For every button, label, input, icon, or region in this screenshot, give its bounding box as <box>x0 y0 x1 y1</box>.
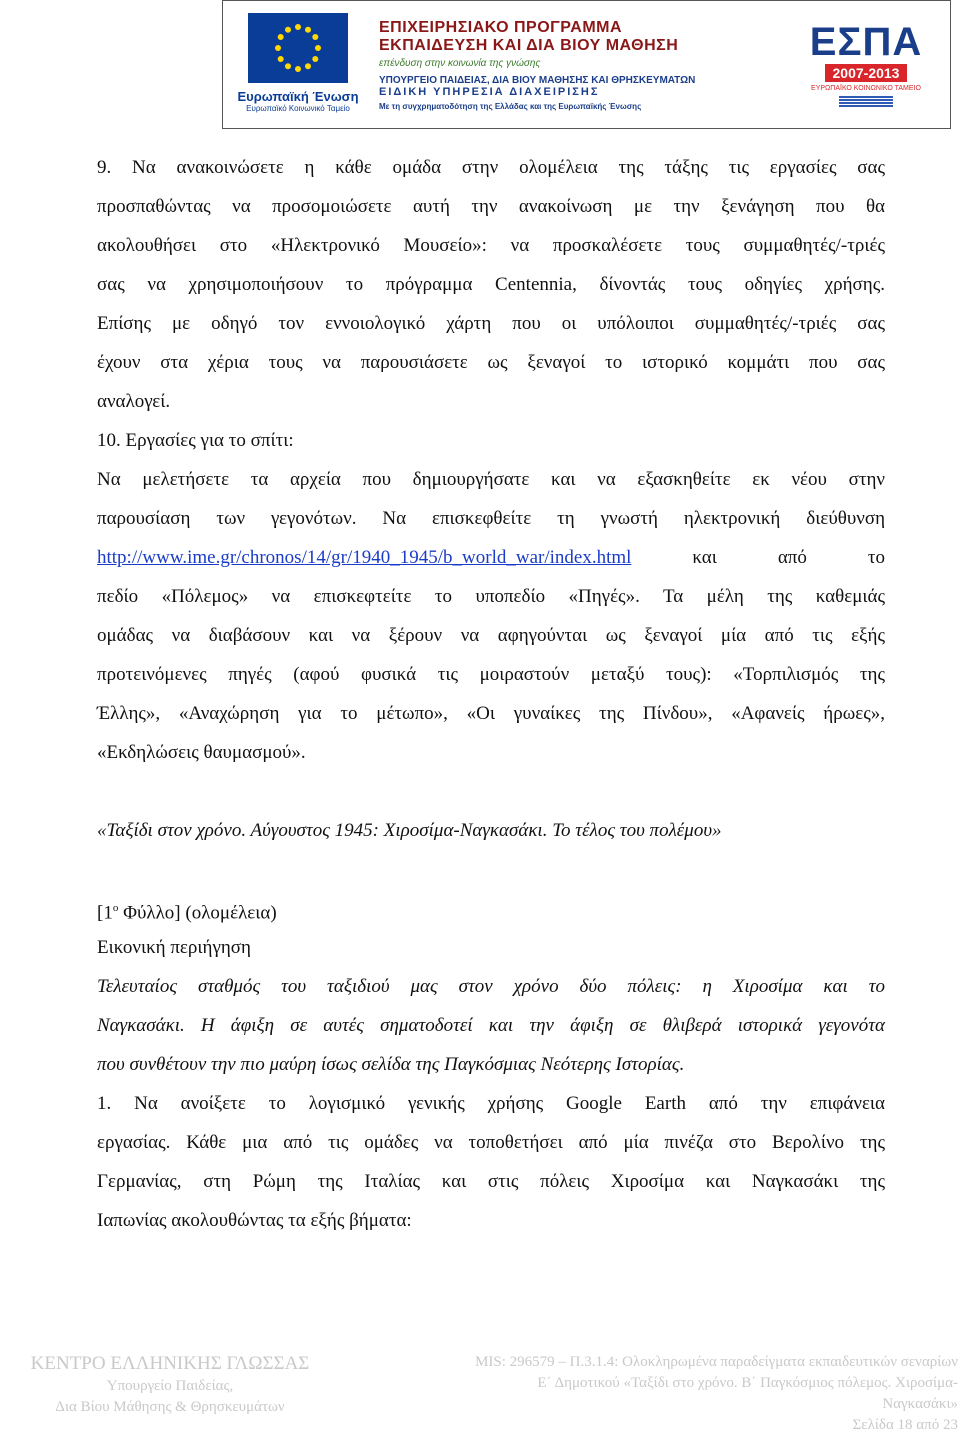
item-10-line: Να μελετήσετε τα αρχεία που δημιουργήσατε και να εξασκηθείτε εκ νέου στην <box>97 469 885 490</box>
document-body <box>97 148 885 1240</box>
eu-flag-icon <box>248 13 348 83</box>
page-footer <box>0 1348 960 1433</box>
item-9-line: ακολουθήσει στο «Ηλεκτρονικό Μουσείο»: να προσκαλέσετε τους συμμαθητές/-τριές <box>97 235 885 256</box>
op-title-line-1: ΕΠΙΧΕΙΡΗΣΙΑΚΟ ΠΡΟΓΡΑΜΜΑ <box>379 18 623 36</box>
item-9-line: προσπαθώντας να προσομοιώσετε αυτή την ανακοίνωση με την ξενάγηση που θα <box>97 196 885 217</box>
operational-programme-block <box>373 1 786 128</box>
item-9-line: έχουν στα χέρια τους να παρουσιάσετε ως ξεναγοί το ιστορικό κομμάτι που σας <box>97 352 885 373</box>
footer-ministry-1: Υπουργείο Παιδείας, <box>106 1378 234 1394</box>
worksheet-label <box>97 889 885 928</box>
footer-scenario-2: Ναγκασάκι» <box>882 1396 958 1412</box>
footer-right <box>388 1352 958 1436</box>
history-site-link[interactable]: http://www.ime.gr/chronos/14/gr/1940_1945/b_world_war/index.html <box>97 547 632 568</box>
item-10-line: ομάδας να διαβάσουν και να ξέρουν να αφηγούνται ως ξεναγοί μία από τις εξής <box>97 625 885 646</box>
item-9-line: σας να χρησιμοποιήσουν το πρόγραμμα Centennia, δίνοντάς τους οδηγίες χρήσης. <box>97 274 885 295</box>
step-1-line: Ιαπωνίας ακολουθώντας τα εξής βήματα: <box>97 1210 412 1231</box>
eu-logo-block <box>223 1 373 128</box>
footer-organization: ΚΕΝΤΡΟ ΕΛΛΗΝΙΚΗΣ ΓΛΩΣΣΑΣ <box>30 1353 310 1374</box>
op-cofunding: Με τη συγχρηματοδότηση της Ελλάδας και της Ευρωπαϊκής Ένωσης <box>379 101 642 111</box>
op-ministry: ΥΠΟΥΡΓΕΙΟ ΠΑΙΔΕΙΑΣ, ΔΙΑ ΒΙΟΥ ΜΑΘΗΣΗΣ ΚΑΙ ΘΡΗΣΚΕΥΜΑΤΩΝ <box>379 74 696 86</box>
footer-mis: MIS: 296579 – Π.3.1.4: Ολοκληρωμένα παραδείγματα εκπαιδευτικών σεναρίων <box>475 1354 958 1370</box>
item-10-line: «Εκδηλώσεις θαυμασμού». <box>97 742 306 763</box>
funding-banner <box>222 0 951 129</box>
footer-page-number: Σελίδα 18 από 23 <box>852 1417 958 1433</box>
link-line-word: και <box>692 547 717 568</box>
link-line-word: το <box>867 547 885 568</box>
op-unit: ΕΙΔΙΚΗ ΥΠΗΡΕΣΙΑ ΔΙΑΧΕΙΡΙΣΗΣ <box>379 85 600 98</box>
item-10-line: Έλλης», «Αναχώρηση για το μέτωπο», «Οι γυναίκες της Πίνδου», «Αφανείς ήρωες», <box>97 703 885 724</box>
worksheet-rest: Φύλλο] (ολομέλεια) <box>118 902 277 924</box>
espa-years: 2007-2013 <box>825 64 908 82</box>
footer-scenario: Ε΄ Δημοτικού «Ταξίδι στο χρόνο. Β΄ Παγκόσμιος πόλεμος. Χιροσίμα- <box>537 1375 958 1391</box>
greek-flag-icon <box>839 96 893 108</box>
op-slogan: επένδυση στην κοινωνία της γνώσης <box>379 57 541 69</box>
intro-line: Τελευταίος σταθμός του ταξιδιού μας στον χρόνο δύο πόλεις: η Χιροσίμα και το <box>97 976 885 997</box>
item-10-line: παρουσίαση των γεγονότων. Να επισκεφθείτε τη γνωστή ηλεκτρονική διεύθυνση <box>97 508 885 529</box>
item-10-line: πεδίο «Πόλεμος» να επισκεφτείτε το υποπεδίο «Πηγές». Τα μέλη της καθεμιάς <box>97 586 885 607</box>
worksheet-open: [1 <box>97 902 113 924</box>
step-1-line: εργασίας. Κάθε μια από τις ομάδες να τοποθετήσει από μία πινέζα στο Βερολίνο της <box>97 1132 885 1153</box>
item-10-heading: 10. Εργασίες για το σπίτι: <box>97 430 294 451</box>
espa-logo-block <box>786 1 950 128</box>
virtual-tour-heading: Εικονική περιήγηση <box>97 937 251 958</box>
footer-ministry-2: Δια Βίου Μάθησης & Θρησκευμάτων <box>55 1399 285 1415</box>
intro-line: που συνθέτουν την πιο μαύρη ίσως σελίδα της Παγκόσμιας Νεότερης Ιστορίας. <box>97 1054 685 1075</box>
step-1-line: Γερμανίας, στη Ρώμη της Ιταλίας και στις πόλεις Χιροσίμα και Ναγκασάκι της <box>97 1171 885 1192</box>
eu-caption: Ευρωπαϊκή Ένωση <box>237 89 359 104</box>
item-9-line: αναλογεί. <box>97 391 171 412</box>
footer-left <box>0 1352 340 1418</box>
espa-logo: ΕΣΠΑ <box>809 19 923 64</box>
item-9-line: 9. Να ανακοινώσετε η κάθε ομάδα στην ολομέλεια της τάξης τις εργασίες σας <box>97 157 885 178</box>
espa-tagline: ΕΥΡΩΠΑΪΚΟ ΚΟΙΝΩΝΙΚΟ ΤΑΜΕΙΟ <box>811 84 921 92</box>
worksheet-ordinal: ο <box>112 902 119 914</box>
step-1-line: 1. Να ανοίξετε το λογισμικό γενικής χρήσης Google Earth από την επιφάνεια <box>97 1093 885 1114</box>
op-title-line-2: ΕΚΠΑΙΔΕΥΣΗ ΚΑΙ ΔΙΑ ΒΙΟΥ ΜΑΘΗΣΗ <box>379 36 679 54</box>
item-9-line: Επίσης με οδηγό τον εννοιολογικό χάρτη που οι υπόλοιποι συμμαθητές/-τριές σας <box>97 313 885 334</box>
item-10-link-line <box>97 538 885 577</box>
section-title: «Ταξίδι στον χρόνο. Αύγουστος 1945: Χιροσίμα-Ναγκασάκι. Το τέλος του πολέμου» <box>97 820 722 841</box>
eu-subcaption: Ευρωπαϊκό Κοινωνικό Ταμείο <box>246 104 350 113</box>
intro-line: Ναγκασάκι. Η άφιξη σε αυτές σηματοδοτεί και την άφιξη σε θλιβερά ιστορικά γεγονότα <box>97 1015 885 1036</box>
link-line-word: από <box>777 547 807 568</box>
item-10-line: προτεινόμενες πηγές (αφού φυσικά τις μοιραστούν μεταξύ τους): «Τορπιλισμός της <box>97 664 885 685</box>
